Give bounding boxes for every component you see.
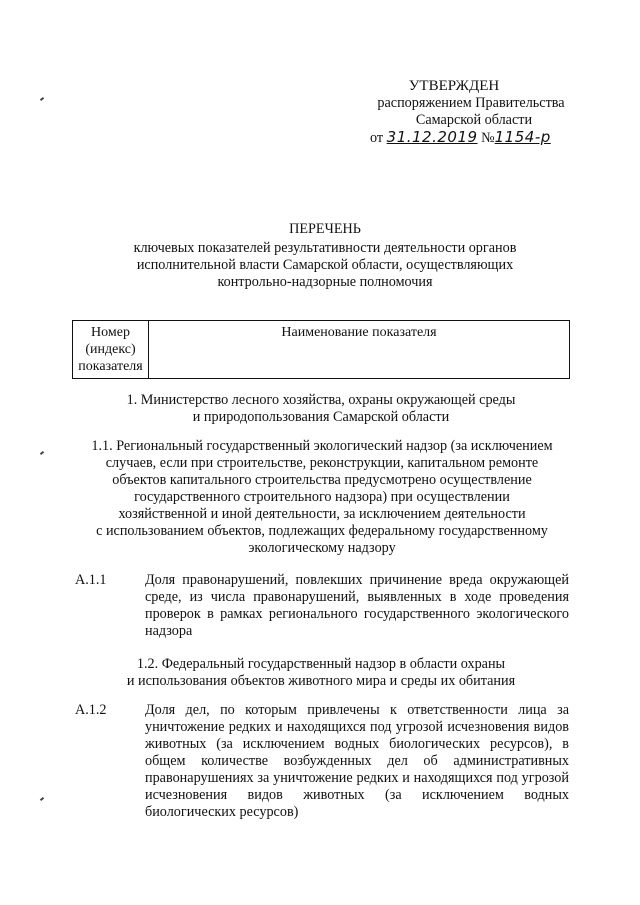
subsection-heading <box>72 656 570 690</box>
document-heading <box>90 221 560 291</box>
section-heading <box>72 392 570 426</box>
subsection-heading-line: 1.2. Федеральный государственный надзор в области охраны <box>136 656 506 672</box>
scan-mark <box>40 451 44 455</box>
approval-number-label: № <box>481 130 495 146</box>
approval-line-2: Самарской области <box>415 112 533 128</box>
column-header-number-line: (индекс) <box>85 342 136 357</box>
document-title: ПЕРЕЧЕНЬ <box>289 221 361 237</box>
subsection-heading-line: хозяйственной и иной деятельности, за исключением деятельности <box>118 506 526 522</box>
subsection-heading-line: с использованием объектов, подлежащих федеральному государственному <box>96 523 548 539</box>
subsection-heading-line: случаев, если при строительстве, реконструкции, капитальном ремонте <box>105 455 539 471</box>
scan-mark <box>40 797 44 801</box>
column-header-number <box>73 321 149 379</box>
indicators-table-header <box>72 320 570 379</box>
approval-prefix: от <box>370 130 384 146</box>
approval-title: УТВЕРЖДЕН <box>408 78 500 94</box>
indicator-description: Доля правонарушений, повлекших причинение вреда окружающей среде, из числа правонарушений, выявленных в ходе проведения проверок в рамках регионального государственного экологического надзора <box>145 572 569 639</box>
subsection-heading-line: объектов капитального строительства предусмотрено осуществление <box>112 472 532 488</box>
scan-mark <box>40 97 44 101</box>
subsection-heading-line: государственного строительного надзора) при осуществлении <box>134 489 510 505</box>
approval-date: 31.12.2019 <box>386 128 478 146</box>
column-header-number-line: Номер <box>91 325 130 340</box>
indicator-description: Доля дел, по которым привлечены к ответственности лица за уничтожение редких и находящихся под угрозой исчезновения видов животных (за исключением водных биологических ресурсов), в общем количестве возбужденных дел об административных правонарушениях за уничтожение редких и находящихся под угрозой исчезновения видов животных (за исключением водных биологических ресурсов) <box>145 702 569 820</box>
subsection-heading-line: экологическому надзору <box>248 540 396 556</box>
subsection-heading-line: и использования объектов животного мира и среды их обитания <box>126 673 516 689</box>
indicator-code: А.1.1 <box>75 572 107 588</box>
approval-line-1: распоряжением Правительства <box>377 95 565 111</box>
approval-number: 1154-р <box>494 128 551 146</box>
document-subtitle-line: ключевых показателей результативности деятельности органов <box>133 240 517 256</box>
subsection-heading <box>62 438 582 557</box>
document-subtitle-line: исполнительной власти Самарской области, осуществляющих <box>136 257 514 273</box>
indicator-code: А.1.2 <box>75 702 107 718</box>
subsection-heading-line: 1.1. Региональный государственный экологический надзор (за исключением <box>91 438 553 454</box>
section-heading-line: 1. Министерство лесного хозяйства, охраны окружающей среды <box>126 392 516 408</box>
document-subtitle-line: контрольно-надзорные полномочия <box>217 274 433 290</box>
approval-date-line <box>370 129 570 147</box>
column-header-name: Наименование показателя <box>149 321 570 379</box>
column-header-number-line: показателя <box>78 359 143 374</box>
approval-block <box>330 78 570 147</box>
section-heading-line: и природопользования Самарской области <box>192 409 450 425</box>
